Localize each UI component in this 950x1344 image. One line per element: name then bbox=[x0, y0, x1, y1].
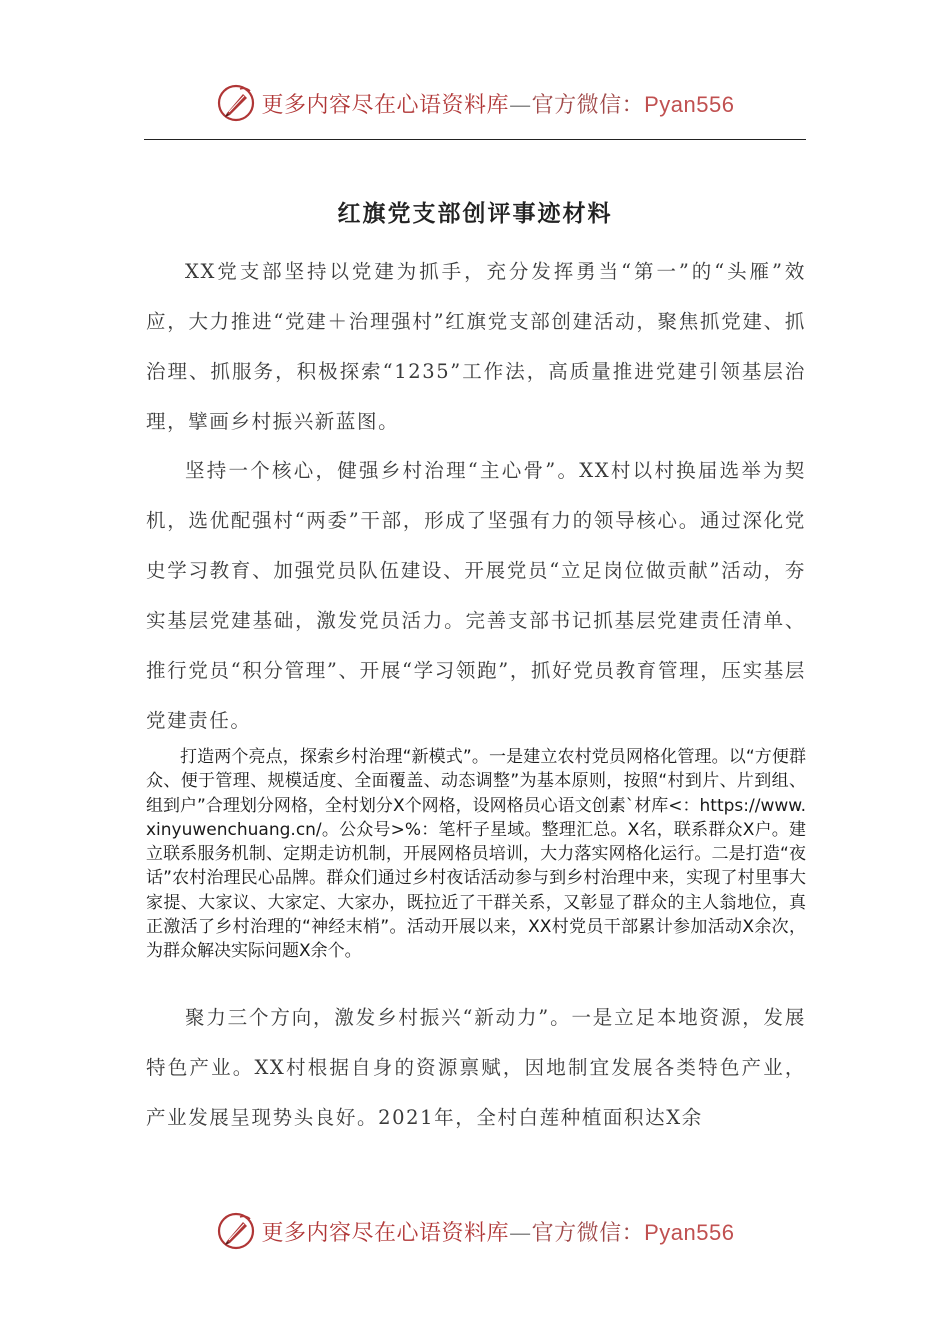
header-banner-wechat: 官方微信： bbox=[531, 92, 645, 118]
document-title: 红旗党支部创评事迹材料 bbox=[337, 200, 613, 228]
header-banner-main: 更多内容尽在心语资料库 bbox=[261, 92, 510, 118]
paragraph-highlights: 打造两个亮点，探索乡村治理“新模式”。一是建立农村党员网格化管理。以“方便群众、便于管理、规模适度、全面覆盖、动态调整”为基本原则，按照“村到片、片到组、组到户”合理划分网格，全村划分X个网格，设网格员心语文创素`材库<：https://www.xinyuwenchuang.cn/。公众号>%：笔杆子星域。整理汇总。X名，联系群众X户。建立联系服务机制、定期走访机制，开展网格员培训，大力落实网格化运行。二是打造“夜话”农村治理民心品牌。群众们通过乡村夜话活动参与到乡村治理中来，实现了村里事大家提、大家议、大家定、大家办，既拉近了干群关系，又彰显了群众的主人翁地位，真正激活了乡村治理的“神经末梢”。活动开展以来，XX村党员干部累计参加活动X余次，为群众解决实际问题X余个。 bbox=[146, 747, 806, 962]
header-banner bbox=[0, 78, 950, 128]
header-banner-account: Pyan556 bbox=[644, 91, 735, 117]
header-divider bbox=[144, 139, 806, 140]
footer-banner bbox=[0, 1206, 950, 1256]
header-banner-text bbox=[262, 88, 735, 119]
paragraph-core: 坚持一个核心，健强乡村治理“主心骨”。XX村以村换届选举为契机，选优配强村“两委”干部，形成了坚强有力的领导核心。通过深化党史学习教育、加强党员队伍建设、开展党员“立足岗位做贡献”活动，夯实基层党建基础，激发党员活力。完善支部书记抓基层党建责任清单、推行党员“积分管理”、开展“学习领跑”，抓好党员教育管理，压实基层党建责任。 bbox=[146, 459, 806, 732]
header-banner-separator: — bbox=[509, 92, 532, 118]
footer-banner-separator: — bbox=[509, 1220, 532, 1246]
paragraph-intro: XX党支部坚持以党建为抓手，充分发挥勇当“第一”的“头雁”效应，大力推进“党建＋治理强村”红旗党支部创建活动，聚焦抓党建、抓治理、抓服务，积极探索“1235”工作法，高质量推进党建引领基层治理，擘画乡村振兴新蓝图。 bbox=[146, 260, 806, 433]
footer-banner-main: 更多内容尽在心语资料库 bbox=[261, 1220, 510, 1246]
footer-banner-account: Pyan556 bbox=[644, 1219, 735, 1245]
paragraph-directions: 聚力三个方向，激发乡村振兴“新动力”。一是立足本地资源，发展特色产业。XX村根据自身的资源禀赋，因地制宜发展各类特色产业，产业发展呈现势头良好。2021年，全村白莲种植面积达X余 bbox=[146, 1006, 806, 1129]
pen-nib-logo-icon bbox=[216, 1211, 256, 1251]
footer-banner-wechat: 官方微信： bbox=[531, 1220, 645, 1246]
pen-nib-logo-icon bbox=[216, 83, 256, 123]
footer-banner-text bbox=[262, 1216, 735, 1247]
